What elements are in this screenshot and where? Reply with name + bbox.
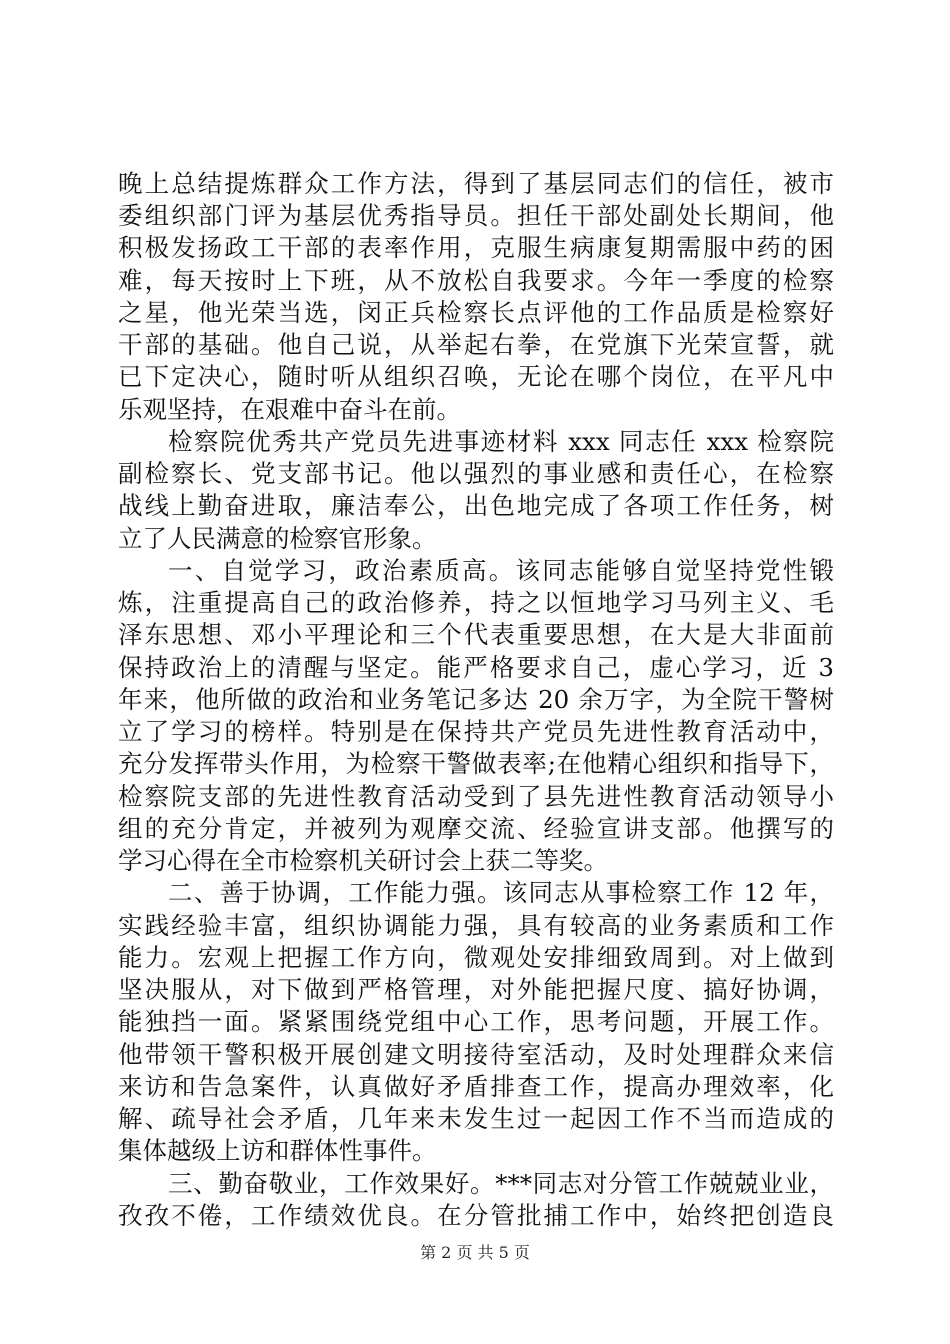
text-line: 充分发挥带头作用，为检察干警做表率;在他精心组织和指导下， bbox=[118, 749, 834, 779]
text-line: 战线上勤奋进取，廉洁奉公，出色地完成了各项工作任务，树 bbox=[118, 491, 834, 521]
text-line: 实践经验丰富，组织协调能力强，具有较高的业务素质和工作 bbox=[118, 910, 834, 940]
text-line: 年来，他所做的政治和业务笔记多达 20 余万字，为全院干警树 bbox=[118, 684, 834, 714]
text-line: 副检察长、党支部书记。他以强烈的事业感和责任心，在检察 bbox=[118, 459, 834, 489]
text-line: 孜孜不倦，工作绩效优良。在分管批捕工作中，始终把创造良 bbox=[118, 1200, 834, 1230]
text-line: 能独挡一面。紧紧围绕党组中心工作，思考问题，开展工作。 bbox=[118, 1007, 834, 1037]
text-line: 乐观坚持，在艰难中奋斗在前。 bbox=[118, 394, 461, 424]
text-line: 集体越级上访和群体性事件。 bbox=[118, 1136, 437, 1166]
text-line: 炼，注重提高自己的政治修养，持之以恒地学习马列主义、毛 bbox=[118, 588, 834, 618]
text-line: 立了人民满意的检察官形象。 bbox=[118, 523, 437, 553]
text-line: 解、疏导社会矛盾，几年来未发生过一起因工作不当而造成的 bbox=[118, 1104, 834, 1134]
text-line: 学习心得在全市检察机关研讨会上获二等奖。 bbox=[118, 846, 608, 876]
section-heading-3: 三、勤奋敬业，工作效果好。***同志对分管工作兢兢业业， bbox=[168, 1168, 834, 1198]
text-line: 检察院支部的先进性教育活动受到了县先进性教育活动领导小 bbox=[118, 781, 834, 811]
text-line: 积极发扬政工干部的表率作用，克服生病康复期需服中药的困 bbox=[118, 233, 834, 263]
text-line: 晚上总结提炼群众工作方法，得到了基层同志们的信任，被市 bbox=[118, 169, 834, 198]
text-line: 他带领干警积极开展创建文明接待室活动，及时处理群众来信 bbox=[118, 1039, 834, 1069]
text-line: 保持政治上的清醒与坚定。能严格要求自己，虚心学习，近 3 bbox=[118, 652, 834, 682]
text-line: 能力。宏观上把握工作方向，微观处安排细致周到。对上做到 bbox=[118, 942, 834, 972]
paragraph-start: 检察院优秀共产党员先进事迹材料 xxx 同志任 xxx 检察院 bbox=[168, 426, 834, 456]
text-line: 难，每天按时上下班，从不放松自我要求。今年一季度的检察 bbox=[118, 265, 834, 295]
section-heading-2: 二、善于协调，工作能力强。该同志从事检察工作 12 年， bbox=[168, 878, 834, 908]
text-line: 已下定决心，随时听从组织召唤，无论在哪个岗位，在平凡中 bbox=[118, 362, 834, 392]
text-line: 组的充分肯定，并被列为观摩交流、经验宣讲支部。他撰写的 bbox=[118, 813, 834, 843]
page-number-footer: 第 2 页 共 5 页 bbox=[420, 1243, 530, 1262]
text-line: 委组织部门评为基层优秀指导员。担任干部处副处长期间，他 bbox=[118, 201, 834, 231]
text-line: 之星，他光荣当选，闵正兵检察长点评他的工作品质是检察好 bbox=[118, 297, 834, 327]
text-line: 干部的基础。他自己说，从举起右拳，在党旗下光荣宣誓，就 bbox=[118, 330, 834, 360]
text-line: 来访和告急案件，认真做好矛盾排查工作，提高办理效率，化 bbox=[118, 1071, 834, 1101]
text-line: 立了学习的榜样。特别是在保持共产党员先进性教育活动中， bbox=[118, 717, 834, 747]
text-line: 泽东思想、邓小平理论和三个代表重要思想，在大是大非面前 bbox=[118, 620, 834, 650]
text-line: 坚决服从，对下做到严格管理，对外能把握尺度、搞好协调， bbox=[118, 975, 834, 1005]
section-heading-1: 一、自觉学习，政治素质高。该同志能够自觉坚持党性锻 bbox=[168, 555, 834, 585]
